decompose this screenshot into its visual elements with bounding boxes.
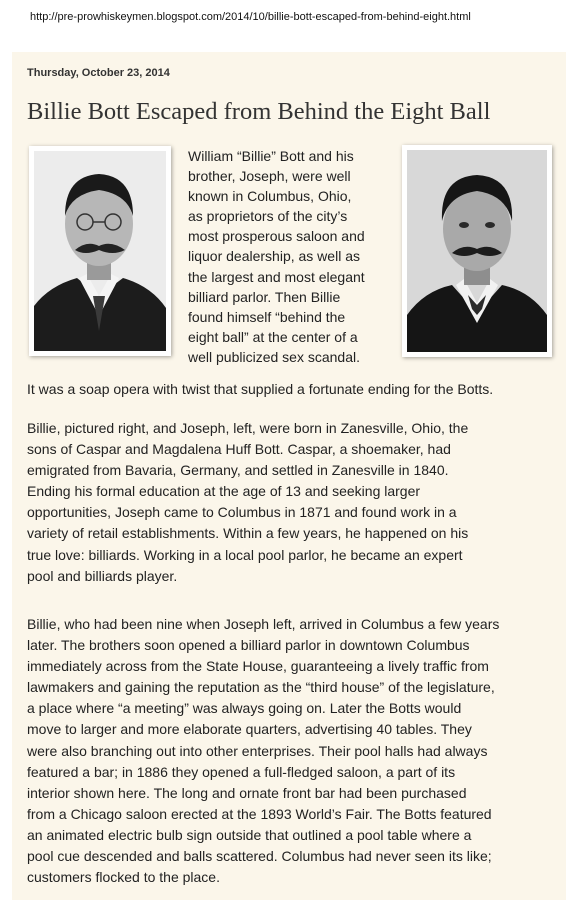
paragraph-2: [27, 614, 559, 888]
paragraph-line: Ending his formal education at the age of 13 and seeking larger: [27, 483, 421, 500]
paragraph-line: Billie, who had been nine when Joseph left, arrived in Columbus a few years: [27, 616, 500, 632]
intro-line: most prosperous saloon and: [188, 228, 365, 245]
portrait-joseph-photo: [29, 146, 171, 356]
intro-text: [188, 146, 398, 367]
intro-line: found himself “behind the: [188, 308, 346, 325]
paragraph-line: emigrated from Bavaria, Germany, and settled in Zanesville in 1840.: [27, 462, 449, 479]
paragraph-line: true love: billiards. Working in a local pool parlor, he became an expert: [27, 546, 463, 563]
paragraph-line: were also branching out into other enterprises. Their pool halls had always: [27, 742, 488, 759]
paragraph-line: customers flocked to the place.: [27, 869, 220, 886]
paragraph-line: interior shown here. The long and ornate front bar had been purchased: [27, 784, 467, 801]
paragraph-line: from a Chicago saloon erected at the 1893 World’s Fair. The Botts featured: [27, 805, 492, 822]
paragraph-line: lawmakers and gaining the reputation as the “third house” of the legislature,: [27, 679, 495, 696]
intro-line: known in Columbus, Ohio,: [188, 188, 352, 205]
intro-line: the largest and most elegant: [188, 268, 365, 285]
page-url: http://pre-prowhiskeymen.blogspot.com/2014/10/billie-bott-escaped-from-behind-eight.html: [30, 11, 471, 23]
paragraph-line: later. The brothers soon opened a billiard parlor in downtown Columbus: [27, 637, 470, 654]
paragraph-line: featured a bar; in 1886 they opened a full-fledged saloon, a part of its: [27, 763, 456, 780]
paragraph-line: a place where “a meeting” was always going on. Later the Botts would: [27, 700, 462, 717]
paragraph-1: [27, 418, 559, 587]
paragraph-line: move to larger and more elaborate quarters, advertising 40 tables. They: [27, 721, 472, 738]
paragraph-line: an animated electric bulb sign outside that outlined a pool table where a: [27, 826, 472, 843]
intro-line: well publicized sex scandal.: [188, 348, 360, 365]
portrait-billie-photo: [402, 145, 552, 357]
intro-line: eight ball” at the center of a: [188, 328, 358, 345]
intro-line: as proprietors of the city’s: [188, 208, 348, 225]
post-title: Billie Bott Escaped from Behind the Eight Ball: [27, 98, 491, 125]
intro-line: William “Billie” Bott and his: [188, 148, 354, 164]
blog-post: [12, 52, 566, 900]
paragraph-line: immediately across from the State House, guaranteeing a lively traffic from: [27, 658, 489, 675]
intro-tail-text: It was a soap opera with twist that supplied a fortunate ending for the Botts.: [27, 381, 494, 397]
intro-line: liquor dealership, as well as: [188, 248, 360, 265]
paragraph-line: pool and billiards player.: [27, 567, 178, 584]
paragraph-line: opportunities, Joseph came to Columbus in 1871 and found work in a: [27, 504, 457, 521]
post-date: Thursday, October 23, 2014: [27, 67, 170, 79]
paragraph-line: Billie, pictured right, and Joseph, left, were born in Zanesville, Ohio, the: [27, 420, 469, 436]
paragraph-line: sons of Caspar and Magdalena Huff Bott. Caspar, a shoemaker, had: [27, 441, 451, 458]
paragraph-line: pool cue descended and balls scattered. Columbus had never seen its like;: [27, 848, 492, 865]
intro-line: billiard parlor. Then Billie: [188, 288, 341, 305]
intro-line: brother, Joseph, were well: [188, 168, 351, 185]
paragraph-line: variety of retail establishments. Within a few years, he happened on his: [27, 525, 469, 542]
